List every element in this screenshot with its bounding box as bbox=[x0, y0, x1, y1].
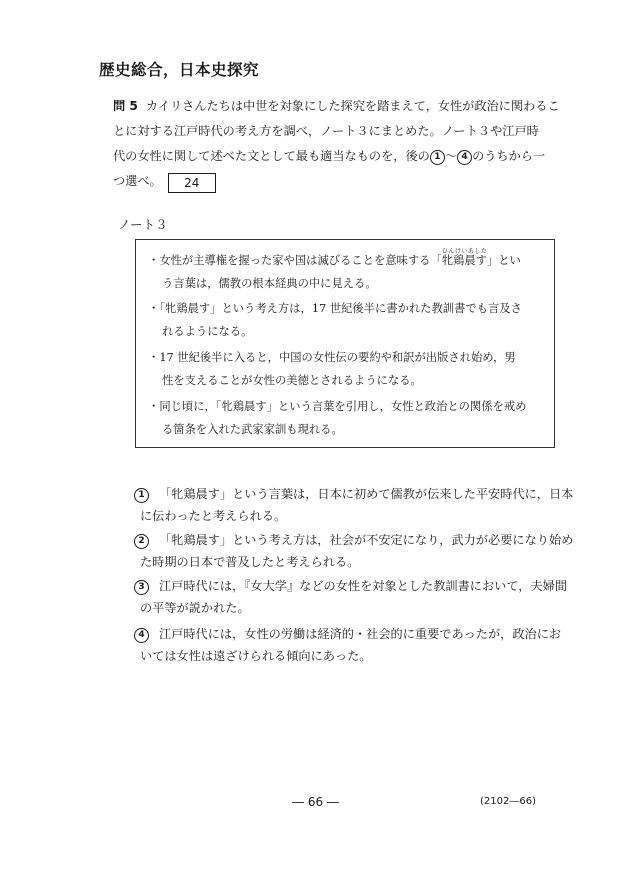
circled-number-start: 1 bbox=[430, 150, 445, 165]
question-text-range-tail: のうちから一 bbox=[472, 149, 546, 163]
question-text-line-3: 代の女性に関して述べた文として最も適当なものを，後の bbox=[113, 149, 430, 163]
range-separator: ～ bbox=[444, 149, 458, 163]
answer-option-2[interactable] bbox=[134, 529, 574, 573]
option-text: た時期の日本で普及したと考えられる。 bbox=[140, 555, 360, 569]
ruby-term bbox=[441, 248, 487, 267]
circled-number: 2 bbox=[134, 534, 149, 549]
section-title: 歴史総合，日本史探究 bbox=[99, 61, 260, 79]
option-text: 江戸時代には，女性の労働は経済的・社会的に重要であったが，政治にお bbox=[159, 627, 562, 641]
question-text-line-4: つ選べ。 bbox=[113, 174, 162, 188]
note-label: ノート３ bbox=[118, 217, 168, 232]
note-item bbox=[148, 248, 548, 295]
circled-number-end: 4 bbox=[457, 150, 472, 165]
question-number: 問 5 bbox=[113, 99, 138, 113]
answer-option-4[interactable] bbox=[134, 623, 564, 667]
note-text: れるようになる。 bbox=[162, 325, 253, 338]
option-text: の平等が説かれた。 bbox=[140, 601, 250, 615]
answer-number-box: 24 bbox=[168, 173, 216, 193]
bullet: ・ bbox=[148, 302, 160, 315]
note-item bbox=[148, 346, 548, 392]
bullet: ・ bbox=[148, 351, 160, 364]
circled-number: 1 bbox=[134, 488, 149, 503]
exam-code: (2102―66) bbox=[480, 796, 536, 807]
option-text: に伝わったと考えられる。 bbox=[140, 509, 287, 523]
question-block bbox=[113, 94, 558, 194]
answer-option-1[interactable] bbox=[134, 483, 574, 527]
note-text: 17 世紀後半に入ると，中国の女性伝の要約や和訳が出版され始め，男 bbox=[159, 351, 516, 364]
question-text-line-1: カイリさんたちは中世を対象にした探究を踏まえて，女性が政治に関わるこ bbox=[145, 99, 560, 113]
question-text-line-2: とに対する江戸時代の考え方を調べ，ノート３にまとめた。ノート３や江戸時 bbox=[113, 124, 539, 138]
note-item bbox=[148, 297, 548, 343]
bullet: ・ bbox=[148, 254, 160, 267]
note-text: る箇条を入れた武家家訓も現れる。 bbox=[162, 423, 343, 436]
note-text: う言葉は，儒教の根本経典の中に見える。 bbox=[162, 277, 377, 290]
note-text: 女性が主導権を握った家や国は滅びることを意味する「 bbox=[159, 254, 442, 267]
note-text: 「牝鶏晨す」という考え方は，17 世紀後半に書かれた教訓書でも言及さ bbox=[159, 302, 522, 315]
option-text: 江戸時代には，『女大学』などの女性を対象とした教訓書において，夫婦間 bbox=[159, 579, 568, 593]
note-text: 同じ頃に，「牝鶏晨す」という言葉を引用し，女性と政治との関係を戒め bbox=[159, 400, 527, 413]
option-text: いては女性は遠ざけられる傾向にあった。 bbox=[140, 649, 372, 663]
bullet: ・ bbox=[148, 400, 160, 413]
note-text: 」とい bbox=[486, 254, 521, 267]
ruby-reading: ひんけいあした bbox=[441, 248, 487, 255]
note-text: 性を支えることが女性の美徳とされるようになる。 bbox=[162, 374, 422, 387]
answer-option-3[interactable] bbox=[134, 575, 568, 619]
circled-number: 4 bbox=[134, 628, 149, 643]
page-number: ― 66 ― bbox=[292, 795, 339, 809]
note-item bbox=[148, 395, 548, 441]
ruby-base: 牝鶏晨す bbox=[441, 254, 487, 267]
option-text: 「牝鶏晨す」という言葉は，日本に初めて儒教が伝来した平安時代に，日本 bbox=[159, 487, 574, 501]
option-text: 「牝鶏晨す」という考え方は，社会が不安定になり，武力が必要になり始め bbox=[159, 533, 574, 547]
circled-number: 3 bbox=[134, 580, 149, 595]
note-box bbox=[135, 239, 555, 448]
